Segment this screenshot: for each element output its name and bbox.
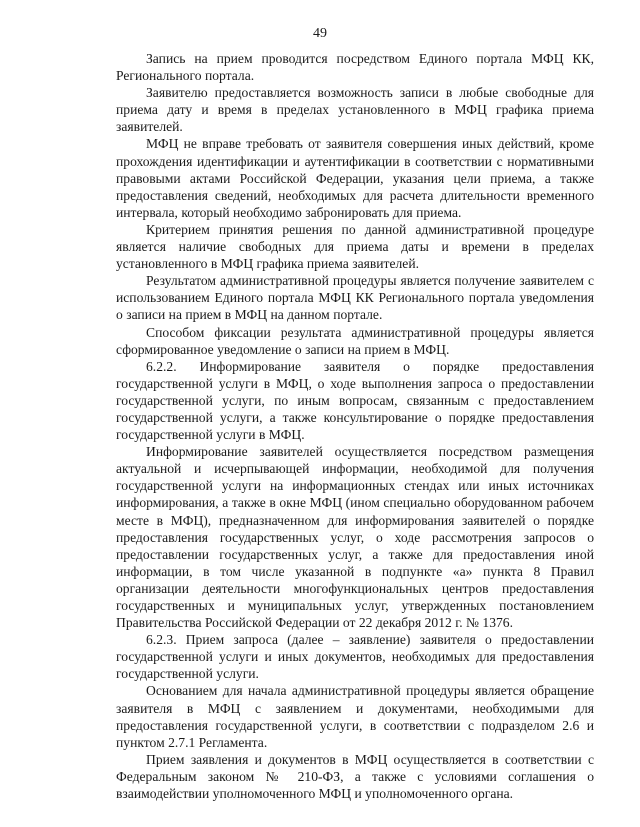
paragraph: МФЦ не вправе требовать от заявителя совершения иных действий, кроме прохождения идентификации и аутентификации в соответствии с нормативными правовыми актами Российской Федерации, указания цели приема, а также предоставления сведений, необходимых для расчета длительности временного интервала, который необходимо забронировать для приема.: [116, 136, 594, 220]
section-6-2-2-heading: 6.2.2. Информирование заявителя о порядке предоставления государственной услуги в МФЦ, о ходе выполнения запроса о предоставлении государственной услуги, по иным вопросам, связанным с предоставлением государственной услуги, а также консультирование о порядке предоставления государственной услуги в МФЦ.: [116, 358, 594, 443]
paragraph: Заявителю предоставляется возможность записи в любые свободные для приема дату и время в пределах установленного в МФЦ графика приема заявителей.: [116, 85, 594, 135]
paragraph: Результатом административной процедуры является получение заявителем с использованием Единого портала МФЦ КК Регионального портала уведомления о записи на прием в МФЦ на данном портале.: [116, 273, 594, 323]
section-6-2-3-heading: 6.2.3. Прием запроса (далее – заявление) заявителя о предоставлении государственной услуги и иных документов, необходимых для предоставления государственной услуги.: [116, 632, 594, 682]
paragraph: Запись на прием проводится посредством Единого портала МФЦ КК, Регионального портала.: [116, 51, 594, 84]
document-body: [116, 50, 594, 802]
paragraph: Способом фиксации результата административной процедуры является сформированное уведомление о записи на прием в МФЦ.: [116, 324, 594, 357]
paragraph: Основанием для начала административной процедуры является обращение заявителя в МФЦ с заявлением и документами, необходимыми для предоставления государственной услуги, в соответствии с подразделом 2.6 и пунктом 2.7.1 Регламента.: [116, 683, 594, 750]
paragraph: Информирование заявителей осуществляется посредством размещения актуальной и исчерпывающей информации, необходимой для получения государственной услуги на информационных стендах или иных источниках информирования, а также в окне МФЦ (ином специально оборудованном рабочем месте в МФЦ), предназначенном для информирования заявителей о порядке предоставления государственных услуг, о ходе рассмотрения запросов о предоставлении государственных услуг, а также для предоставления иной информации, в том числе указанной в подпункте «а» пункта 8 Правил организации деятельности многофункциональных центров предоставления государственных и муниципальных услуг, утвержденных постановлением Правительства Российской Федерации от 22 декабря 2012 г. № 1376.: [116, 444, 594, 631]
page-number: 49: [313, 26, 327, 41]
paragraph: Критерием принятия решения по данной административной процедуре является наличие свободных для приема даты и времени в пределах установленного в МФЦ графика приема заявителей.: [116, 221, 594, 272]
paragraph: Прием заявления и документов в МФЦ осуществляется в соответствии с Федеральным законом № 210-ФЗ, а также с условиями соглашения о взаимодействии уполномоченного МФЦ и уполномоченного органа.: [116, 751, 594, 802]
